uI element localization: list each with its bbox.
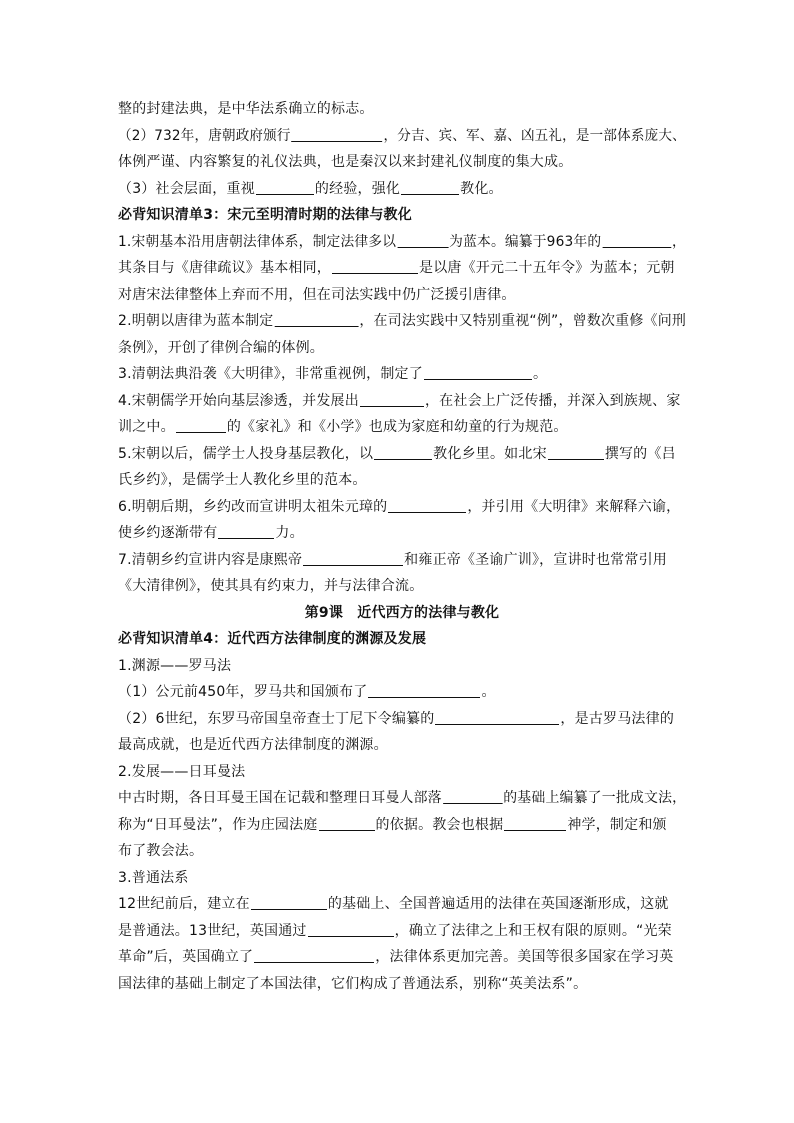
text-segment: 整的封建法典，是中华法系确立的标志。 — [118, 101, 374, 117]
fill-blank — [360, 391, 424, 407]
text-segment: 是以唐《开元二十五年令》为蓝本；元朝 — [419, 260, 675, 276]
text-segment: ，是古罗马法律的 — [560, 710, 675, 727]
fill-blank — [368, 682, 480, 698]
text-segment: 。 — [532, 366, 548, 382]
text-line — [118, 414, 686, 441]
fill-blank — [254, 947, 374, 963]
text-segment: 其条目与《唐律疏议》基本相同， — [118, 260, 331, 276]
text-segment: 氏乡约》，是儒学士人教化乡里的范本。 — [118, 472, 367, 488]
section-heading — [118, 626, 686, 653]
fill-blank — [292, 126, 383, 142]
fill-blank — [176, 417, 226, 433]
text-line — [118, 282, 686, 309]
fill-blank — [308, 921, 394, 937]
text-body — [118, 96, 686, 997]
text-segment: 国法律的基础上制定了本国法律，它们构成了普通法系，别称“英美法系”。 — [118, 975, 588, 992]
text-segment: 的《家礼》和《小学》也成为家庭和幼童的行为规范。 — [226, 419, 568, 435]
text-segment: 的基础上、全国普遍适用的法律在英国逐渐形成，这就 — [327, 896, 669, 912]
text-segment: 和雍正帝《圣谕广训》，宣讲时也常常引用 — [404, 551, 667, 568]
text-line — [118, 706, 686, 733]
text-segment: 《大清律例》，使其具有约束力，并与法律合流。 — [118, 578, 424, 594]
text-segment: 神学，制定和颁 — [567, 816, 667, 833]
fill-blank — [332, 258, 418, 274]
text-line — [118, 785, 687, 812]
text-segment: 是普通法。13世纪，英国通过 — [118, 922, 307, 939]
section-heading — [118, 202, 686, 229]
text-segment: 1.宋朝基本沿用唐朝法律体系，制定法律多以 — [118, 233, 397, 250]
text-segment: （2）6世纪，东罗马帝国皇帝查士丁尼下令编纂的 — [118, 710, 435, 727]
text-line — [118, 838, 686, 865]
text-line — [118, 944, 686, 971]
text-segment: ， — [671, 233, 686, 250]
text-segment: 1.渊源——罗马法 — [118, 657, 232, 674]
text-line — [118, 361, 686, 388]
text-segment: 撰写的《吕 — [604, 445, 676, 462]
text-segment: 2.明朝以唐律为蓝本制定 — [118, 313, 274, 329]
text-segment: 称为“日耳曼法”，作为庄园法庭 — [118, 816, 318, 833]
text-segment: 的基础上编纂了一批成文法， — [503, 790, 687, 806]
text-segment: 5.宋朝以后，儒学士人投身基层教化，以 — [118, 445, 374, 462]
text-segment: （2）732年，唐朝政府颁行 — [118, 127, 291, 144]
fill-blank — [274, 311, 358, 327]
text-line — [118, 865, 686, 892]
text-line — [118, 653, 686, 680]
text-segment: 力。 — [275, 525, 304, 541]
fill-blank — [388, 497, 466, 513]
fill-blank — [443, 788, 502, 804]
text-segment: 6.明朝后期，乡约改而宣讲明太祖朱元璋的 — [118, 498, 388, 515]
text-segment: 7.清朝乡约宣讲内容是康熙帝 — [118, 551, 303, 568]
lesson-title-text: 第9课 近代西方的法律与教化 — [304, 604, 500, 621]
text-line — [118, 149, 686, 176]
text-line — [118, 812, 686, 839]
text-segment: 中古时期，各日耳曼王国在记载和整理日耳曼人部落 — [118, 790, 442, 806]
fill-blank — [602, 232, 671, 248]
text-line — [118, 918, 686, 945]
text-segment: 最高成就，也是近代西方法律制度的渊源。 — [118, 737, 388, 753]
text-line — [118, 971, 686, 998]
text-line — [118, 679, 686, 706]
text-line — [118, 494, 686, 521]
text-line — [118, 891, 686, 918]
text-segment: 的依据。教会也根据 — [375, 816, 504, 833]
text-line — [118, 229, 686, 256]
text-line — [118, 467, 686, 494]
text-segment: ，法律体系更加完善。美国等很多国家在学习英 — [375, 949, 674, 965]
text-segment: ，在司法实践中又特别重视“例”，曾数次重修《问刑 — [359, 313, 687, 329]
fill-blank — [218, 523, 274, 539]
text-line — [118, 732, 686, 759]
heading-text: 必背知识清单3：宋元至明清时期的法律与教化 — [118, 207, 412, 223]
text-line — [118, 96, 686, 123]
text-segment: 布了教会法。 — [118, 843, 204, 859]
text-segment: ，确立了法律之上和王权有限的原则。“光荣 — [394, 922, 672, 939]
text-segment: 教化乡里。如北宋 — [433, 445, 547, 462]
text-segment: 体例严谨、内容繁复的礼仪法典，也是秦汉以来封建礼仪制度的集大成。 — [118, 154, 573, 170]
text-line — [118, 123, 686, 150]
text-line — [118, 547, 686, 574]
text-line — [118, 176, 686, 203]
text-line — [118, 573, 686, 600]
heading-text: 必背知识清单4：近代西方法律制度的渊源及发展 — [118, 631, 427, 647]
text-line — [118, 441, 686, 468]
text-segment: 革命”后，英国确立了 — [118, 949, 254, 965]
fill-blank — [374, 444, 432, 460]
fill-blank — [256, 179, 314, 195]
fill-blank — [397, 232, 448, 248]
text-segment: 。 — [481, 684, 496, 700]
fill-blank — [303, 550, 403, 566]
fill-blank — [548, 444, 604, 460]
text-segment: 4.宋朝儒学开始向基层渗透，并发展出 — [118, 392, 359, 409]
fill-blank — [319, 815, 375, 831]
text-line — [118, 388, 686, 415]
text-segment: 教化。 — [460, 180, 503, 197]
lesson-title — [118, 600, 686, 627]
text-segment: （1）公元前450年，罗马共和国颁布了 — [118, 684, 368, 700]
text-line — [118, 308, 685, 335]
text-segment: 3.普通法系 — [118, 869, 189, 886]
text-segment: ，在社会上广泛传播，并深入到族规、家 — [424, 392, 681, 409]
text-line — [118, 335, 686, 362]
text-line — [118, 520, 686, 547]
text-segment: 12世纪前后，建立在 — [118, 896, 250, 912]
text-segment: 的经验，强化 — [314, 180, 401, 197]
text-segment: 2.发展——日耳曼法 — [118, 763, 246, 780]
text-segment: 为蓝本。编纂于963年的 — [449, 233, 602, 250]
text-segment: 训之中。 — [118, 419, 175, 435]
fill-blank — [504, 815, 566, 831]
fill-blank — [251, 894, 327, 910]
text-segment: 对唐宋法律整体上弃而不用，但在司法实践中仍广泛援引唐律。 — [118, 286, 516, 303]
fill-blank — [401, 179, 459, 195]
text-segment: 3.清朝法典沿袭《大明律》，非常重视例，制定了 — [118, 366, 423, 382]
text-line — [118, 759, 686, 786]
text-line — [118, 255, 686, 282]
text-segment: （3）社会层面，重视 — [118, 180, 255, 197]
fill-blank — [435, 709, 559, 725]
fill-blank — [424, 364, 532, 380]
text-segment: 使乡约逐渐带有 — [118, 525, 218, 541]
text-segment: ，分吉、宾、军、嘉、凶五礼，是一部体系庞大、 — [383, 127, 686, 144]
text-segment: 条例》，开创了律例合编的体例。 — [118, 339, 324, 356]
text-segment: ，并引用《大明律》来解释六谕， — [467, 498, 681, 515]
